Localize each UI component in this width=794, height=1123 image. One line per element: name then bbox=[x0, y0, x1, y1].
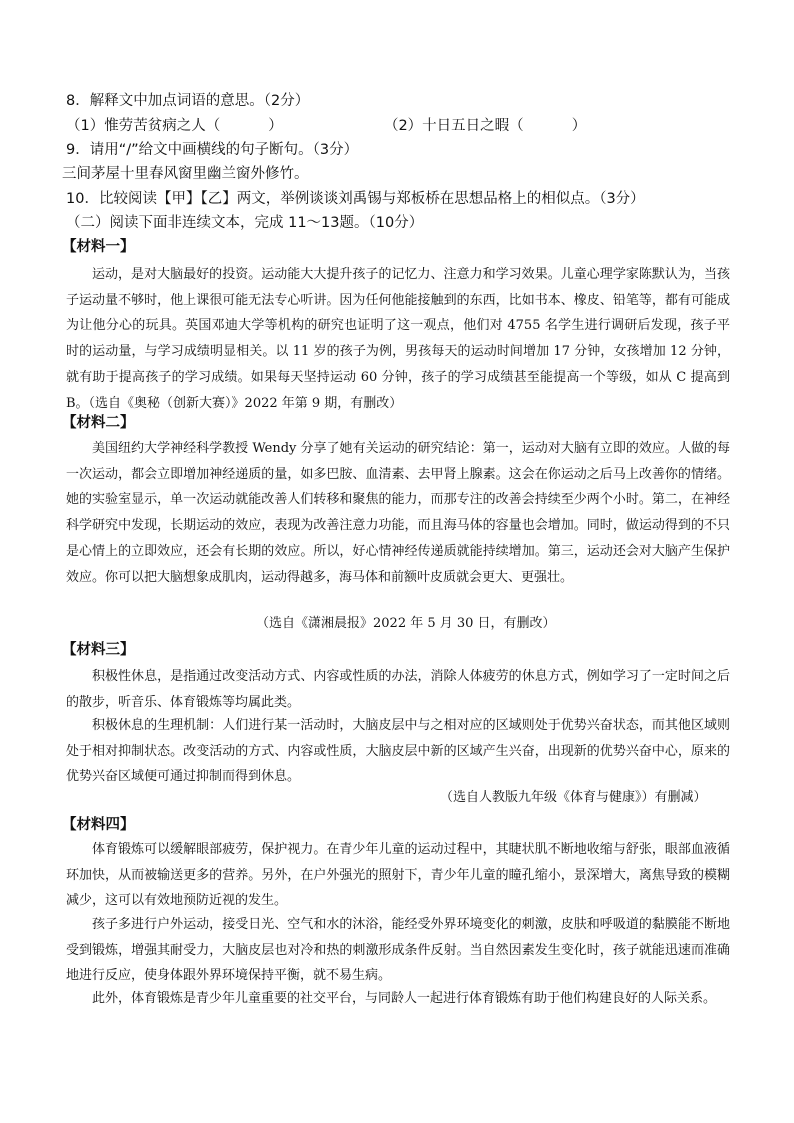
material-4-paragraph-3: 此外，体育锻炼是青少年儿童重要的社交平台，与同龄人一起进行体育锻炼有助于他们构建良好的人际关系。 bbox=[92, 991, 717, 1006]
material-1-header: 【材料一】 bbox=[62, 239, 135, 255]
question-10: 10．比较阅读【甲】【乙】两文，举例谈谈刘禹锡与郑板桥在思想品格上的相似点。（3分） bbox=[66, 191, 645, 207]
question-8-item-1-close: ） bbox=[268, 118, 283, 134]
material-3-header: 【材料三】 bbox=[62, 642, 135, 658]
material-4-paragraph-1: 体育锻炼可以缓解眼部疲劳，保护视力。在青少年儿童的运动过程中，其睫状肌不断地收缩与舒张，眼部血液循环加快，从而被输送更多的营养。另外，在户外强光的照射下，青少年儿童的瞳孔缩小，景深增大，离焦导致的模糊减少，这可以有效地预防近视的发生。 bbox=[66, 842, 730, 909]
material-3-paragraph-1: 积极性休息，是指通过改变活动方式、内容或性质的办法，消除人体疲劳的休息方式，例如学习了一定时间之后的散步，听音乐、体育锻炼等均属此类。 bbox=[66, 669, 730, 710]
section-2-heading: （二）阅读下面非连续文本，完成 11～13题。（10分） bbox=[66, 215, 424, 231]
question-8-item-2: （2）十日五日之暇（ bbox=[383, 118, 524, 134]
material-1-paragraph: 运动，是对大脑最好的投资。运动能大大提升孩子的记忆力、注意力和学习效果。儿童心理学家陈默认为，当孩子运动量不够时，他上课很可能无法专心听讲。因为任何他能接触到的东西，比如书本、橡皮、铅笔等，都有可能成为让他分心的玩具。英国邓迪大学等机构的研究也证明了这一观点，他们对 4755 名学生进行调研后发现，孩子平时的运动量，与学习成绩明显相关。以 11 岁的孩子为例，男孩每天的运动时间增加 17 分钟，女孩增加 12 分钟，就有助于提高孩子的学习成绩。如果每天坚持运动 60 分钟，孩子的学习成绩甚至能提高一个等级，如从 C 提高到 B。（选自《奥秘（创新大赛）》2022 年第 9 期，有删改） bbox=[66, 267, 730, 411]
material-3-paragraph-2: 积极休息的生理机制：人们进行某一活动时，大脑皮层中与之相对应的区域则处于优势兴奋状态，而其他区域则处于相对抑制状态。改变活动的方式、内容或性质，大脑皮层中新的区域产生兴奋，出现新的优势兴奋中心，原来的优势兴奋区域便可通过抑制而得到休息。 bbox=[66, 718, 730, 785]
material-2-source: （选自《潇湘晨报》2022 年 5 月 30 日，有删改） bbox=[256, 616, 556, 631]
question-8-item-1: （1）惟劳苦贫病之人（ bbox=[66, 118, 221, 134]
question-8-item-2-close: ） bbox=[571, 118, 587, 134]
material-2-paragraph: 美国纽约大学神经科学教授 Wendy 分享了她有关运动的研究结论：第一，运动对大脑有立即的效应。人做的每一次运动，都会立即增加神经递质的量，如多巴胺、血清素、去甲肾上腺素。这会在你运动之后马上改善你的情绪。她的实验室显示，单一次运动就能改善人们转移和聚焦的能力，而那专注的改善会持续至少两个小时。第二，在神经科学研究中发现，长期运动的效应，表现为改善注意力功能，而且海马体的容量也会增加。同时，做运动得到的不只是心情上的立即效应，还会有长期的效应。所以，好心情神经传递质就能持续增加。第三，运动还会对大脑产生保护效应。你可以把大脑想象成肌肉，运动得越多，海马体和前额叶皮质就会更大、更强壮。 bbox=[66, 441, 730, 585]
question-9-sentence: 三间茅屋十里春风窗里幽兰窗外修竹。 bbox=[62, 166, 309, 182]
question-8: 8．解释文中加点词语的意思。（2分） bbox=[66, 93, 310, 109]
material-2-header: 【材料二】 bbox=[62, 415, 135, 431]
question-9: 9．请用“/”给文中画横线的句子断句。（3分） bbox=[66, 142, 359, 158]
material-4-paragraph-2: 孩子多进行户外运动，接受日光、空气和水的沐浴，能经受外界环境变化的刺激，皮肤和呼吸道的黏膜能不断地受到锻炼，增强其耐受力，大脑皮层也对冷和热的刺激形成条件反射。当自然因素发生变化时，孩子就能迅速而准确地进行反应，使身体跟外界环境保持平衡，就不易生病。 bbox=[66, 917, 730, 984]
material-3-source: （选自人教版九年级《体育与健康》）有删减） bbox=[440, 790, 707, 805]
material-4-header: 【材料四】 bbox=[62, 817, 135, 833]
question-8-items bbox=[66, 116, 736, 136]
